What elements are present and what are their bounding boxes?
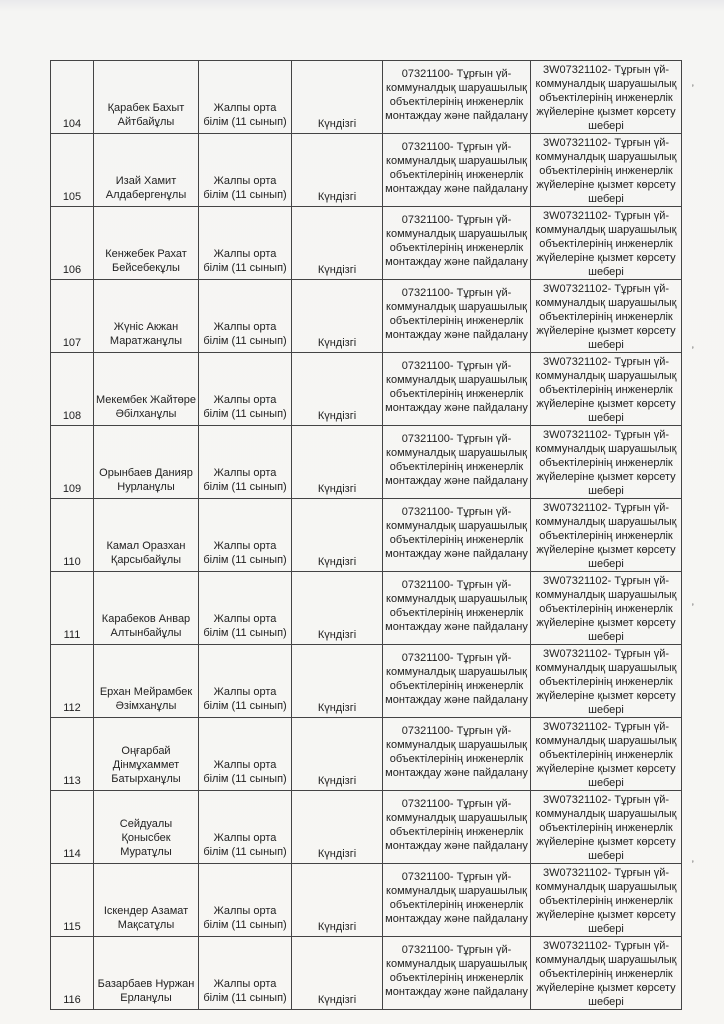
education-level-cell: Жалпы орта білім (11 сынып) — [199, 791, 292, 864]
row-number-cell: 116 — [51, 937, 94, 1010]
specialty-cell: 07321100- Тұрғын үй-коммуналдық шаруашылық объектілерінің инженерлік монтаждау және пайдалану — [383, 134, 531, 207]
study-form-cell: Күндізгі — [292, 426, 383, 499]
student-roster-table — [50, 60, 682, 1010]
qualification-cell: 3W07321102- Тұрғын үй-коммуналдық шаруашылық объектілерінің инженерлік жүйелеріне қызмет көрсету шебері — [531, 937, 682, 1010]
margin-mark: ʼ — [691, 603, 694, 614]
qualification-cell: 3W07321102- Тұрғын үй-коммуналдық шаруашылық объектілерінің инженерлік жүйелеріне қызмет көрсету шебері — [531, 499, 682, 572]
specialty-cell: 07321100- Тұрғын үй-коммуналдық шаруашылық объектілерінің инженерлік монтаждау және пайдалану — [383, 353, 531, 426]
education-level-cell: Жалпы орта білім (11 сынып) — [199, 718, 292, 791]
education-level-cell: Жалпы орта білім (11 сынып) — [199, 426, 292, 499]
table-row — [51, 353, 682, 426]
specialty-cell: 07321100- Тұрғын үй-коммуналдық шаруашылық объектілерінің инженерлік монтаждау және пайдалану — [383, 280, 531, 353]
margin-mark: ʼ — [691, 346, 694, 357]
study-form-cell: Күндізгі — [292, 645, 383, 718]
education-level-cell: Жалпы орта білім (11 сынып) — [199, 134, 292, 207]
student-name-cell: Сейдуалы Қонысбек Муратұлы — [94, 791, 199, 864]
qualification-cell: 3W07321102- Тұрғын үй-коммуналдық шаруашылық объектілерінің инженерлік жүйелеріне қызмет көрсету шебері — [531, 645, 682, 718]
row-number-cell: 109 — [51, 426, 94, 499]
student-name-cell: Базарбаев Нуржан Ерланұлы — [94, 937, 199, 1010]
student-name-cell: Ерхан Мейрамбек Әзімханұлы — [94, 645, 199, 718]
specialty-cell: 07321100- Тұрғын үй-коммуналдық шаруашылық объектілерінің инженерлік монтаждау және пайдалану — [383, 937, 531, 1010]
study-form-cell: Күндізгі — [292, 207, 383, 280]
table-row — [51, 718, 682, 791]
education-level-cell: Жалпы орта білім (11 сынып) — [199, 61, 292, 134]
table-row — [51, 426, 682, 499]
student-name-cell: Іскендер Азамат Мақсатұлы — [94, 864, 199, 937]
row-number-cell: 115 — [51, 864, 94, 937]
education-level-cell: Жалпы орта білім (11 сынып) — [199, 937, 292, 1010]
student-name-cell: Орынбаев Данияр Нурланұлы — [94, 426, 199, 499]
table-row — [51, 207, 682, 280]
education-level-cell: Жалпы орта білім (11 сынып) — [199, 353, 292, 426]
table-row — [51, 280, 682, 353]
specialty-cell: 07321100- Тұрғын үй-коммуналдық шаруашылық объектілерінің инженерлік монтаждау және пайдалану — [383, 645, 531, 718]
specialty-cell: 07321100- Тұрғын үй-коммуналдық шаруашылық объектілерінің инженерлік монтаждау және пайдалану — [383, 207, 531, 280]
student-name-cell: Камал Оразхан Қарсыбайұлы — [94, 499, 199, 572]
table-row — [51, 61, 682, 134]
table-row — [51, 791, 682, 864]
study-form-cell: Күндізгі — [292, 718, 383, 791]
specialty-cell: 07321100- Тұрғын үй-коммуналдық шаруашылық объектілерінің инженерлік монтаждау және пайдалану — [383, 572, 531, 645]
qualification-cell: 3W07321102- Тұрғын үй-коммуналдық шаруашылық объектілерінің инженерлік жүйелеріне қызмет көрсету шебері — [531, 791, 682, 864]
study-form-cell: Күндізгі — [292, 134, 383, 207]
qualification-cell: 3W07321102- Тұрғын үй-коммуналдық шаруашылық объектілерінің инженерлік жүйелеріне қызмет көрсету шебері — [531, 718, 682, 791]
study-form-cell: Күндізгі — [292, 499, 383, 572]
student-name-cell: Изай Хамит Алдабергенұлы — [94, 134, 199, 207]
study-form-cell: Күндізгі — [292, 353, 383, 426]
table-row — [51, 864, 682, 937]
table-row — [51, 572, 682, 645]
study-form-cell: Күндізгі — [292, 864, 383, 937]
row-number-cell: 105 — [51, 134, 94, 207]
margin-mark: ʼ — [691, 84, 694, 95]
row-number-cell: 107 — [51, 280, 94, 353]
study-form-cell: Күндізгі — [292, 280, 383, 353]
education-level-cell: Жалпы орта білім (11 сынып) — [199, 499, 292, 572]
row-number-cell: 104 — [51, 61, 94, 134]
margin-mark: ʼ — [691, 860, 694, 871]
student-name-cell: Кенжебек Рахат Бейсебекұлы — [94, 207, 199, 280]
qualification-cell: 3W07321102- Тұрғын үй-коммуналдық шаруашылық объектілерінің инженерлік жүйелеріне қызмет көрсету шебері — [531, 864, 682, 937]
qualification-cell: 3W07321102- Тұрғын үй-коммуналдық шаруашылық объектілерінің инженерлік жүйелеріне қызмет көрсету шебері — [531, 426, 682, 499]
study-form-cell: Күндізгі — [292, 937, 383, 1010]
qualification-cell: 3W07321102- Тұрғын үй-коммуналдық шаруашылық объектілерінің инженерлік жүйелеріне қызмет көрсету шебері — [531, 572, 682, 645]
specialty-cell: 07321100- Тұрғын үй-коммуналдық шаруашылық объектілерінің инженерлік монтаждау және пайдалану — [383, 499, 531, 572]
qualification-cell: 3W07321102- Тұрғын үй-коммуналдық шаруашылық объектілерінің инженерлік жүйелеріне қызмет көрсету шебері — [531, 134, 682, 207]
student-name-cell: Қарабек Бахыт Айтбайұлы — [94, 61, 199, 134]
roster-body — [51, 61, 682, 1010]
table-row — [51, 134, 682, 207]
student-name-cell: Мекембек Жайтөре Әбілханұлы — [94, 353, 199, 426]
row-number-cell: 108 — [51, 353, 94, 426]
specialty-cell: 07321100- Тұрғын үй-коммуналдық шаруашылық объектілерінің инженерлік монтаждау және пайдалану — [383, 864, 531, 937]
qualification-cell: 3W07321102- Тұрғын үй-коммуналдық шаруашылық объектілерінің инженерлік жүйелеріне қызмет көрсету шебері — [531, 61, 682, 134]
study-form-cell: Күндізгі — [292, 61, 383, 134]
row-number-cell: 110 — [51, 499, 94, 572]
qualification-cell: 3W07321102- Тұрғын үй-коммуналдық шаруашылық объектілерінің инженерлік жүйелеріне қызмет көрсету шебері — [531, 353, 682, 426]
specialty-cell: 07321100- Тұрғын үй-коммуналдық шаруашылық объектілерінің инженерлік монтаждау және пайдалану — [383, 61, 531, 134]
student-name-cell: Жүніс Акжан Маратжанұлы — [94, 280, 199, 353]
study-form-cell: Күндізгі — [292, 572, 383, 645]
row-number-cell: 114 — [51, 791, 94, 864]
specialty-cell: 07321100- Тұрғын үй-коммуналдық шаруашылық объектілерінің инженерлік монтаждау және пайдалану — [383, 791, 531, 864]
education-level-cell: Жалпы орта білім (11 сынып) — [199, 864, 292, 937]
row-number-cell: 112 — [51, 645, 94, 718]
specialty-cell: 07321100- Тұрғын үй-коммуналдық шаруашылық объектілерінің инженерлік монтаждау және пайдалану — [383, 718, 531, 791]
education-level-cell: Жалпы орта білім (11 сынып) — [199, 207, 292, 280]
table-row — [51, 499, 682, 572]
education-level-cell: Жалпы орта білім (11 сынып) — [199, 280, 292, 353]
row-number-cell: 111 — [51, 572, 94, 645]
row-number-cell: 113 — [51, 718, 94, 791]
study-form-cell: Күндізгі — [292, 791, 383, 864]
table-row — [51, 937, 682, 1010]
education-level-cell: Жалпы орта білім (11 сынып) — [199, 572, 292, 645]
row-number-cell: 106 — [51, 207, 94, 280]
qualification-cell: 3W07321102- Тұрғын үй-коммуналдық шаруашылық объектілерінің инженерлік жүйелеріне қызмет көрсету шебері — [531, 207, 682, 280]
specialty-cell: 07321100- Тұрғын үй-коммуналдық шаруашылық объектілерінің инженерлік монтаждау және пайдалану — [383, 426, 531, 499]
table-row — [51, 645, 682, 718]
student-name-cell: Карабеков Анвар Алтынбайұлы — [94, 572, 199, 645]
qualification-cell: 3W07321102- Тұрғын үй-коммуналдық шаруашылық объектілерінің инженерлік жүйелеріне қызмет көрсету шебері — [531, 280, 682, 353]
student-name-cell: Оңғарбай Дінмұхаммет Батырханұлы — [94, 718, 199, 791]
education-level-cell: Жалпы орта білім (11 сынып) — [199, 645, 292, 718]
